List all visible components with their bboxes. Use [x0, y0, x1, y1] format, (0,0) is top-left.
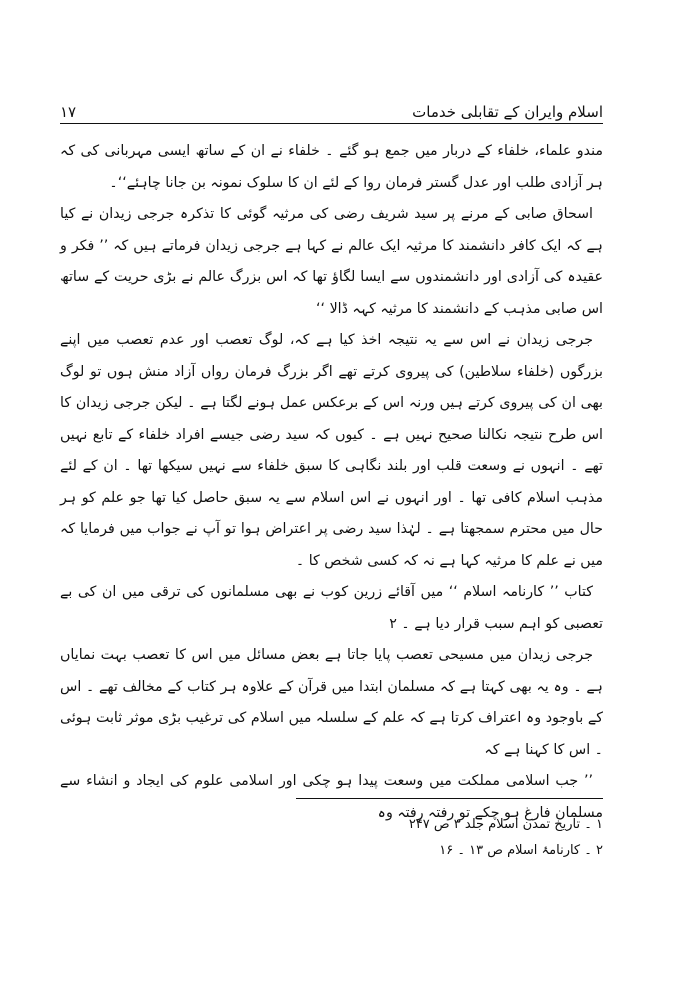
- footnote: ۲ ۔ کارنامۂ اسلام ص ۱۳ ۔ ۱۶: [439, 843, 603, 858]
- header-title: اسلام وایران کے تقابلی خدمات: [412, 103, 603, 121]
- paragraph: اسحاق صابی کے مرنے پر سید شریف رضی کی مرثیہ گوئی کا تذکرہ جرجی زیدان نے کیا ہے کہ ایک کافر دانشمند کا مرثیہ ایک عالم نے کہا ہے جرجی زیدان فرماتے ہیں کہ ’’ فکر و عقیدہ کی آزادی اور دانشمندوں سے ایسا لگاؤ تھا کہ اس بزرگ عالم نے بڑی حریت کے ساتھ اس صابی مذہب کے دانشمند کا مرثیہ کہہ ڈالا ‘‘: [60, 206, 603, 317]
- footnote: ۱ ۔ تاریخ تمدن اسلام جلد ۳ ص ۲۴۷: [408, 817, 603, 832]
- paragraph: مندو علماء، خلفاء کے دربار میں جمع ہو گئے ۔ خلفاء نے ان کے ساتھ ایسی مہربانی کی کہ ہر آزادی طلب اور عدل گستر فرمان روا کے لئے ان کا سلوک نمونہ بن جانا چاہئے‘‘۔: [60, 143, 603, 191]
- paragraph: کتاب ’’ کارنامہ اسلام ‘‘ میں آقائے زرین کوب نے بھی مسلمانوں کی ترقی میں ان کی بے تعصبی کو اہم سبب قرار دیا ہے ۔ ۲: [60, 584, 603, 632]
- header-rule: [60, 123, 603, 124]
- paragraph: جرجی زیدان نے اس سے یہ نتیجہ اخذ کیا ہے کہ، لوگ تعصب اور عدم تعصب میں اپنے بزرگوں (خلفاء سلاطین) کی پیروی کرتے تھے اگر بزرگ فرمان رواں آزاد منش ہوں تو لوگ بھی ان کی پیروی کرتے ہیں ورنہ اس کے برعکس عمل ہونے لگتا ہے ۔ لیکن جرجی زیدان کا اس طرح نتیجہ نکالنا صحیح نہیں ہے ۔ کیوں کہ سید رضی جیسے افراد خلفاء کے تابع نہیں تھے ۔ انہوں نے وسعت قلب اور بلند نگاہی کا سبق خلفاء سے نہیں سیکھا تھا ۔ ان کے لئے مذہب اسلام کافی تھا ۔ اور انہوں نے اس اسلام سے یہ سبق حاصل کیا تھا جو علم کو ہر حال میں محترم سمجھتا ہے ۔ لہٰذا سید رضی پر اعتراض ہوا تو آپ نے جواب میں فرمایا کہ میں نے علم کا مرثیہ کہا ہے نہ کہ کسی شخص کا ۔: [60, 332, 603, 569]
- footnote-rule: [296, 798, 603, 799]
- body-text: [60, 136, 603, 829]
- page-number: ۱۷: [60, 103, 77, 121]
- quotation: ’’ جب اسلامی مملکت میں وسعت پیدا ہو چکی اور اسلامی علوم کی ایجاد و انشاء سے مسلمان فارغ ہو چکے تو رفتہ رفتہ وہ: [60, 773, 603, 821]
- paragraph: جرجی زیدان میں مسیحی تعصب پایا جاتا ہے بعض مسائل میں اس کا تعصب بہت نمایاں ہے ۔ وہ یہ بھی کہتا ہے کہ مسلمان ابتدا میں قرآن کے علاوہ ہر کتاب کے مخالف تھے ۔ اس کے باوجود وہ اعتراف کرتا ہے کہ علم کے سلسلہ میں اسلام کی ترغیب بڑی موثر ثابت ہوئی ۔ اس کا کہنا ہے کہ: [60, 647, 603, 758]
- footnotes: [60, 812, 603, 864]
- running-header: [60, 94, 603, 122]
